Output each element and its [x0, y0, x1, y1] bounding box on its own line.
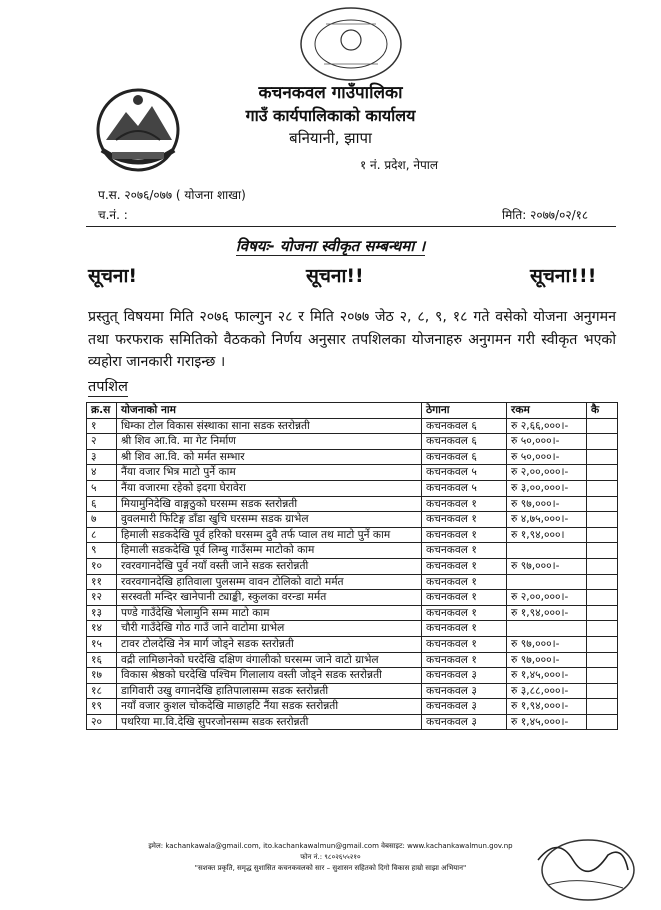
- header-remarks: कै: [587, 403, 618, 419]
- cell-amount: रु १,४५,०००।-: [507, 668, 587, 684]
- cell-project-name: डागिवारी उखु वगानदेखि हातिपालासम्म सडक स्तरोन्नती: [117, 683, 422, 699]
- office-address: बनियानी, झापा: [289, 129, 372, 147]
- cell-amount: रु ९७,०००।-: [507, 652, 587, 668]
- cell-serial: १५: [87, 636, 117, 652]
- cell-project-name: वद्री लामिछानेको घरदेखि दक्षिण वंगालीको घरसम्म जाने वाटो ग्राभेल: [117, 652, 422, 668]
- header-address: ठेगाना: [422, 403, 507, 419]
- cell-amount: रु ५०,०००।-: [507, 449, 587, 465]
- cell-project-name: टावर टोलदेखि नेत्र मार्ग जोड्ने सडक स्तरोन्नती: [117, 636, 422, 652]
- table-row: [87, 605, 618, 621]
- cell-serial: १७: [87, 668, 117, 684]
- table-row: [87, 714, 618, 730]
- office-name-municipality: कचनकवल गाउँपालिका: [258, 83, 403, 103]
- cell-amount: रु २,००,०००।-: [507, 590, 587, 606]
- cell-project-name: सरस्वती मन्दिर खानेपानी ट्याङ्की, स्कुलका वरन्डा मर्मत: [117, 590, 422, 606]
- notice-heading-2: सूचना!!: [306, 265, 364, 287]
- table-row: [87, 480, 618, 496]
- cell-amount: रु ५०,०००।-: [507, 434, 587, 450]
- cell-amount: रु १,९४,०००।: [507, 527, 587, 543]
- cell-address: कचनकवल ३: [422, 714, 507, 730]
- subject-line: [0, 236, 661, 256]
- cell-project-name: रवरवगानदेखि हातिवाला पुलसम्म वावन टोलिको वाटो मर्मत: [117, 574, 422, 590]
- cell-remarks: [587, 652, 618, 668]
- cell-project-name: चौरी गाउँदेखि गोठ गाउँ जाने वाटोमा ग्राभेल: [117, 621, 422, 637]
- cell-remarks: [587, 434, 618, 450]
- cell-remarks: [587, 668, 618, 684]
- footer-contact: इमेल: kachankawala@gmail.com, ito.kachankawalmun@gmail.com वेबसाइट: www.kachankawalmun.gov.np: [148, 842, 513, 850]
- cell-amount: रु ४,७५,०००।-: [507, 512, 587, 528]
- cell-remarks: [587, 465, 618, 481]
- cell-amount: रु १,४५,०००।-: [507, 714, 587, 730]
- cell-amount: [507, 621, 587, 637]
- cell-serial: १८: [87, 683, 117, 699]
- officer-stamp-signature-icon: [528, 830, 638, 905]
- cell-address: कचनकवल ६: [422, 434, 507, 450]
- cell-serial: ७: [87, 512, 117, 528]
- cell-remarks: [587, 605, 618, 621]
- cell-project-name: धिम्का टोल विकास संस्थाका साना सडक स्तरोन्नती: [117, 418, 422, 434]
- cell-project-name: मियामुनिदेखि वाङ्गठुको घरसम्म सडक स्तरोन्नती: [117, 496, 422, 512]
- table-row: [87, 527, 618, 543]
- cell-project-name: पण्डे गाउँदेखि भेलामुनि सम्म माटो काम: [117, 605, 422, 621]
- footer-phone: फोन नं.: ९८०२६५५२१०: [300, 853, 361, 861]
- office-seal-icon: [296, 4, 406, 84]
- cell-remarks: [587, 512, 618, 528]
- cell-amount: [507, 543, 587, 559]
- cell-serial: ११: [87, 574, 117, 590]
- footer-slogan: "सशक्त प्रकृति, समृद्ध सुशासित कचनकवलको सार – सुशासन सहितको दिगो विकास हाम्रो साझा अभियान": [194, 864, 467, 872]
- cell-project-name: विकास श्रेष्ठको घरदेखि पश्चिम गिलालाय वस्ती जोड्ने सडक स्तरोन्नती: [117, 668, 422, 684]
- cell-remarks: [587, 480, 618, 496]
- dispatch-number: च.नं. :: [98, 208, 128, 222]
- cell-address: कचनकवल १: [422, 621, 507, 637]
- notice-heading-1: सूचना!: [88, 265, 138, 287]
- table-row: [87, 558, 618, 574]
- header-serial: क्र.स: [87, 403, 117, 419]
- body-paragraph: प्रस्तुत् विषयमा मिति २०७६ फाल्गुन २८ र मिति २०७७ जेठ २, ८, ९, १८ गते वसेको योजना अनुगमन तथा फरफराक समितिको वैठकको निर्णय अनुसार तपशिलका योजनाहरु अनुगमन गरी स्वीकृत भएको व्यहोरा जानकारी गराइन्छ ।: [88, 309, 616, 370]
- cell-remarks: [587, 449, 618, 465]
- cell-amount: रु ३,००,०००।-: [507, 480, 587, 496]
- cell-address: कचनकवल ६: [422, 418, 507, 434]
- cell-serial: ९: [87, 543, 117, 559]
- cell-address: कचनकवल १: [422, 543, 507, 559]
- cell-project-name: नैंया वजारमा रहेको इदगा घेरावेरा: [117, 480, 422, 496]
- office-name-executive: गाउँ कार्यपालिकाको कार्यालय: [245, 106, 416, 125]
- cell-remarks: [587, 699, 618, 715]
- reference-number: प.स. २०७६/०७७ ( योजना शाखा): [98, 188, 246, 202]
- cell-project-name: हिमाली सडकदेखि पूर्व लिम्बु गाउँसम्म माटोको काम: [117, 543, 422, 559]
- cell-project-name: वुवलमारी फिटिङ्ग डाँडा खुचि घरसम्म सडक ग्राभेल: [117, 512, 422, 528]
- cell-remarks: [587, 590, 618, 606]
- cell-remarks: [587, 543, 618, 559]
- cell-serial: १०: [87, 558, 117, 574]
- cell-remarks: [587, 527, 618, 543]
- cell-project-name: रवरवगानदेखि पुर्व नयाँ वस्ती जाने सडक स्तरोन्नती: [117, 558, 422, 574]
- cell-project-name: हिमाली सडकदेखि पूर्व हरिको घरसम्म दुवै तर्फ प्वाल तथ माटो पुर्ने काम: [117, 527, 422, 543]
- cell-amount: रु १,९४,०००।-: [507, 605, 587, 621]
- cell-amount: [507, 574, 587, 590]
- table-header-row: [87, 403, 618, 419]
- table-row: [87, 652, 618, 668]
- subject-text: विषयः- योजना स्वीकृत सम्बन्धमा ।: [235, 237, 426, 255]
- cell-serial: ३: [87, 449, 117, 465]
- cell-serial: २०: [87, 714, 117, 730]
- table-row: [87, 496, 618, 512]
- cell-address: कचनकवल १: [422, 605, 507, 621]
- header-divider: [86, 226, 616, 227]
- cell-address: कचनकवल १: [422, 636, 507, 652]
- province-label: १ नं. प्रदेश, नेपाल: [360, 158, 439, 172]
- table-row: [87, 699, 618, 715]
- cell-address: कचनकवल १: [422, 527, 507, 543]
- cell-serial: ४: [87, 465, 117, 481]
- table-row: [87, 668, 618, 684]
- cell-serial: २: [87, 434, 117, 450]
- cell-address: कचनकवल ५: [422, 465, 507, 481]
- cell-serial: १: [87, 418, 117, 434]
- cell-remarks: [587, 418, 618, 434]
- cell-remarks: [587, 621, 618, 637]
- details-heading: तपशिल: [88, 376, 128, 397]
- cell-serial: १४: [87, 621, 117, 637]
- cell-address: कचनकवल ३: [422, 699, 507, 715]
- table-row: [87, 574, 618, 590]
- table-row: [87, 543, 618, 559]
- cell-serial: ८: [87, 527, 117, 543]
- cell-remarks: [587, 496, 618, 512]
- table-row: [87, 465, 618, 481]
- cell-amount: रु ९७,०००।-: [507, 636, 587, 652]
- cell-address: कचनकवल १: [422, 496, 507, 512]
- cell-amount: रु १,९४,०००।-: [507, 699, 587, 715]
- cell-address: कचनकवल १: [422, 652, 507, 668]
- table-row: [87, 449, 618, 465]
- cell-remarks: [587, 636, 618, 652]
- table-row: [87, 512, 618, 528]
- cell-remarks: [587, 714, 618, 730]
- cell-serial: १३: [87, 605, 117, 621]
- cell-serial: १२: [87, 590, 117, 606]
- table-row: [87, 683, 618, 699]
- cell-remarks: [587, 558, 618, 574]
- cell-amount: रु २,६६,०००।-: [507, 418, 587, 434]
- cell-serial: १९: [87, 699, 117, 715]
- cell-address: कचनकवल ३: [422, 668, 507, 684]
- cell-address: कचनकवल १: [422, 574, 507, 590]
- cell-address: कचनकवल ५: [422, 480, 507, 496]
- table-row: [87, 434, 618, 450]
- cell-project-name: श्री शिव आ.वि. को मर्मत सम्भार: [117, 449, 422, 465]
- cell-project-name: श्री शिव आ.वि. मा गेट निर्माण: [117, 434, 422, 450]
- cell-project-name: नैंया वजार भित्र माटो पुर्ने काम: [117, 465, 422, 481]
- cell-amount: रु ९७,०००।-: [507, 558, 587, 574]
- cell-address: कचनकवल १: [422, 558, 507, 574]
- cell-remarks: [587, 683, 618, 699]
- table-row: [87, 590, 618, 606]
- cell-project-name: पथरिया मा.वि.देखि सुपरजोनसम्म सडक स्तरोन्नती: [117, 714, 422, 730]
- header-project-name: योजनाको नाम: [117, 403, 422, 419]
- table-row: [87, 418, 618, 434]
- cell-serial: १६: [87, 652, 117, 668]
- header-amount: रकम: [507, 403, 587, 419]
- cell-amount: रु ९७,०००।-: [507, 496, 587, 512]
- document-date: मिति: २०७७/०२/१८: [502, 208, 589, 222]
- cell-address: कचनकवल १: [422, 590, 507, 606]
- cell-amount: रु ३,८८,०००।-: [507, 683, 587, 699]
- cell-project-name: नयाँ वजार कुशल चोकदेखि माछाहटि नैंया सडक स्तरोन्नती: [117, 699, 422, 715]
- cell-serial: ५: [87, 480, 117, 496]
- table-row: [87, 636, 618, 652]
- table-row: [87, 621, 618, 637]
- cell-serial: ६: [87, 496, 117, 512]
- projects-table: [86, 402, 618, 730]
- notice-heading-3: सूचना!!!: [530, 265, 597, 287]
- cell-remarks: [587, 574, 618, 590]
- cell-address: कचनकवल ३: [422, 683, 507, 699]
- cell-amount: रु २,००,०००।-: [507, 465, 587, 481]
- cell-address: कचनकवल १: [422, 512, 507, 528]
- cell-address: कचनकवल ६: [422, 449, 507, 465]
